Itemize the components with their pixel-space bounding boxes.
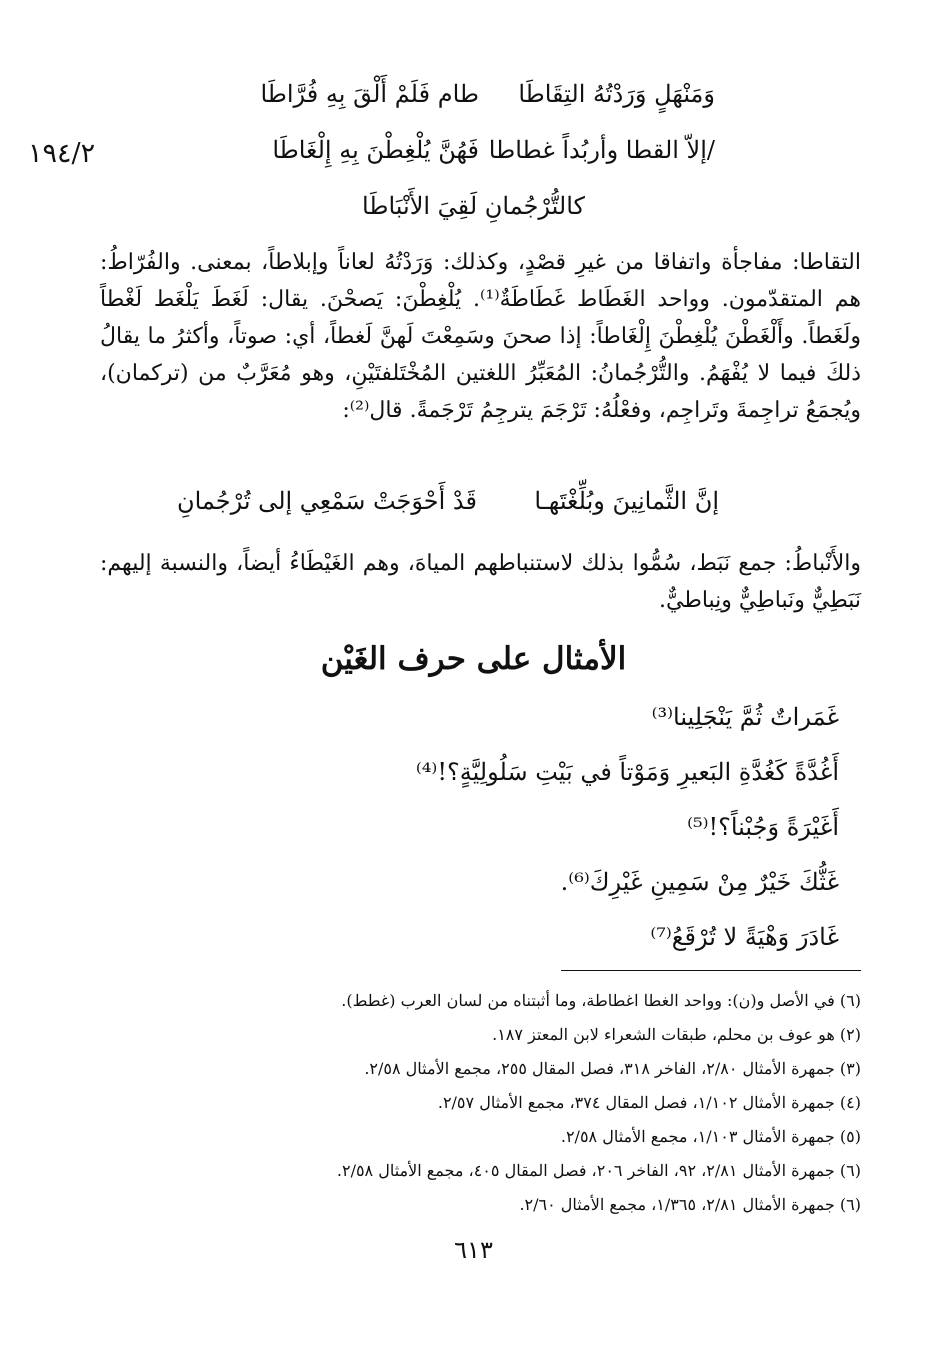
proverb-item: أَغُدَّةً كَغُدَّةِ البَعيرِ وَمَوْتاً في بَيْتِ سَلُولِيَّةٍ؟!⁽⁴⁾ — [415, 758, 839, 786]
commentary-paragraph-1: التقاطا: مفاجأة واتفاقا من غيرِ قصْدٍ، وكذلك: وَرَدْتُهُ لعاناً وإبلاطاً، بمعنى. والفُرّاطُ: هم المتقدّمون. وواحد الغَطَاط غَطَاطَةٌ⁽¹⁾. يُلْغِطْنَ: يَصحْنَ. يقال: لَغَطَ يَلْغَط لَغْطاً ولَغَطاً. وأَلْغَطْنَ يُلْغِطْنَ إِلْغَاطاً: إذا صحنَ وسَمِعْتَ لَهنَّ لَغطاً، أي: صوتاً، وأكثرُ ما يقالُ ذلكَ فيما لا يُفْهَمُ. والتُّرْجُمانُ: المُعَبِّرُ اللغتين المُخْتَلفتَيْنِ، وهو مُعَرَّبٌ من (تركمان)، ويُجمَعُ تراجِمةَ وتَراجِم، وفعْلُهُ: تَرْجَمَ يترجِمُ تَرْجَمةً. قال⁽²⁾: — [100, 250, 862, 423]
commentary-paragraph-2: والأَنْباطُ: جمع نَبَط، سُمُّوا بذلك لاستنباطهم المياهَ، وهم الغَيْطَاءُ أيضاً، والنسبة إليهم: نَبَطِيٌّ ونَباطِيٌّ ونِباطيٌّ. — [100, 551, 861, 613]
verse-line-2 — [0, 136, 947, 176]
footnote-item: (٤) جمهرة الأمثال ١/١٠٢، فصل المقال ٣٧٤، مجمع الأمثال ٢/٥٧. — [437, 1093, 861, 1112]
verse-hemistich-left: طام فَلَمْ أَلْقَ بِهِ فُرَّاطَا — [260, 80, 479, 108]
section-heading: الأمثال على حرف الغَيْن — [320, 641, 627, 677]
proverb-item: غَمَراتٌ ثُمَّ يَنْجَلِينا⁽³⁾ — [651, 703, 839, 731]
proverbs-list — [199, 697, 839, 972]
verse-line-single: كالتُّرْجُمانِ لَقِيَ الأَنْبَاطَا — [362, 192, 585, 220]
footnotes-list — [221, 986, 861, 1224]
verse-hemistich-right: /إلاّ القطا وأربُداً غطاطا — [488, 136, 715, 164]
footnote-item: (٦) جمهرة الأمثال ٢/٨١، ٩٢، الفاخر ٢٠٦، فصل المقال ٤٠٥، مجمع الأمثال ٢/٥٨. — [336, 1161, 861, 1180]
page-number: ٦١٣ — [454, 1236, 493, 1264]
verse-hemistich-left: قَدْ أَحْوَجَتْ سَمْعِي إلى تُرْجُمانِ — [176, 487, 477, 515]
proverb-item: أَغَيْرَةً وَجُبْناً؟!⁽⁵⁾ — [687, 813, 839, 841]
footnote-item: (٦) في الأصل و(ن): وواحد الغطا اغطاطة، وما أثبتناه من لسان العرب (غطط). — [341, 991, 861, 1010]
footnote-divider — [561, 970, 861, 971]
verse-line-quoted — [0, 487, 947, 527]
footnote-item: (٥) جمهرة الأمثال ١/١٠٣، مجمع الأمثال ٢/٥٨. — [560, 1127, 861, 1146]
footnote-item: (٣) جمهرة الأمثال ٢/٨٠، الفاخر ٣١٨، فصل المقال ٢٥٥، مجمع الأمثال ٢/٥٨. — [364, 1059, 861, 1078]
margin-reference: ١٩٤/٢ — [28, 138, 96, 169]
proverb-item: غَثُّكَ خَيْرٌ مِنْ سَمِينِ غَيْرِكَ⁽⁶⁾. — [560, 868, 839, 896]
verse-hemistich-right: وَمَنْهَلٍ وَرَدْتُهُ التِقَاطَا — [518, 80, 715, 108]
verse-line-1 — [0, 80, 947, 120]
verse-hemistich-right: إنَّ الثَّمانِينَ وبُلِّغْتَهـا — [534, 487, 719, 515]
footnote-item: (٢) هو عوف بن محلم، طبقات الشعراء لابن المعتز ١٨٧. — [492, 1025, 861, 1044]
footnote-item: (٦) جمهرة الأمثال ٢/٨١، ١/٣٦٥، مجمع الأمثال ٢/٦٠. — [519, 1195, 861, 1214]
proverb-item: غَادَرَ وَهْيَةً لا تُرْقَعُ⁽⁷⁾ — [650, 923, 839, 951]
verse-hemistich-left: فَهُنَّ يُلْغِطْنَ بِهِ إِلْغَاطَا — [272, 136, 479, 164]
